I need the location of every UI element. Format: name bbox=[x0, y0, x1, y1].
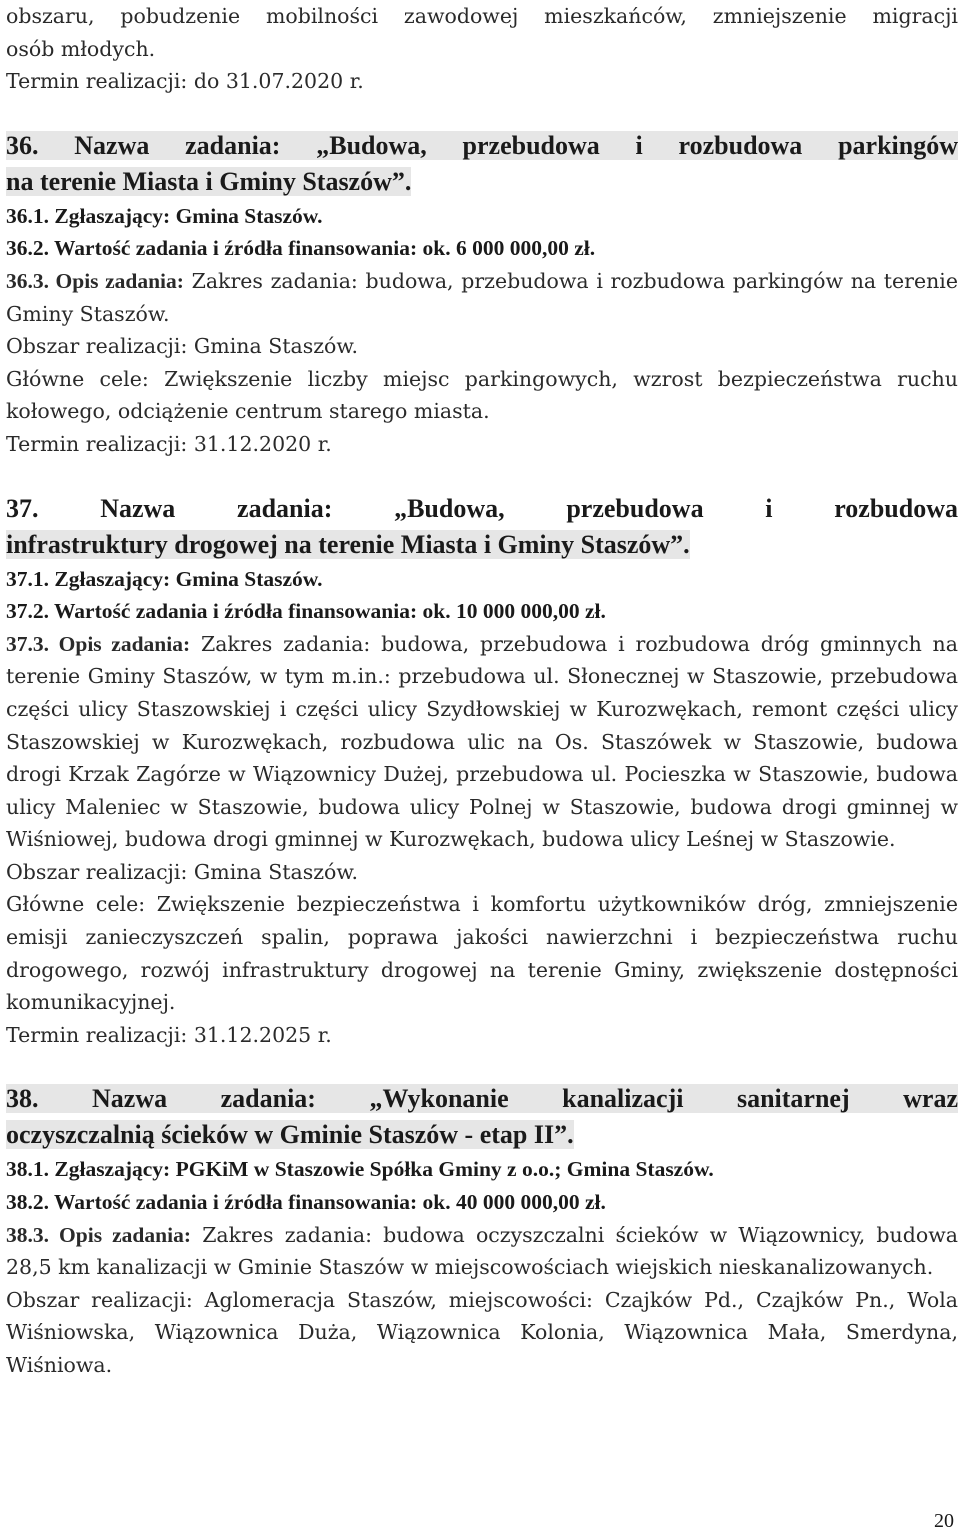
task-37-title-line-1: 37. Nazwa zadania: „Budowa, przebudowa i rozbudowa bbox=[6, 493, 958, 523]
task-37-desc-text: Zakres zadania: budowa, przebudowa i rozbudowa dróg gminnych na terenie Gminy Staszów, w tym m.in.: przebudowa ul. Słonecznej w Staszowie, przebudowa części ulicy Staszowskiej i części ulicy Szydłowskiej w Kurozwękach, remont części ulicy Staszowskiej w Kurozwękach, rozbudowa ulic na Os. Staszówek w Staszowie, budowa drogi Krzak Zagórze w Wiązownicy Dużej, przebudowa ul. Pocieszka w Staszowie, budowa ulicy Maleniec w Staszowie, budowa ulicy Polnej w Staszowie, budowa drogi gminnej w Wiśniowej, budowa drogi gminnej w Kurozwękach, budowa ulicy Leśnej w Staszowie. bbox=[6, 631, 958, 852]
task-36-area: Obszar realizacji: Gmina Staszów. bbox=[6, 334, 359, 359]
task-37 bbox=[6, 491, 958, 1052]
task-36-title-line-1: 36. Nazwa zadania: „Budowa, przebudowa i rozbudowa parkingów bbox=[6, 130, 958, 160]
task-37-desc-label: 37.3. Opis zadania: bbox=[6, 631, 191, 656]
spacer bbox=[6, 461, 958, 491]
spacer bbox=[6, 1051, 958, 1081]
task-38-desc-label: 38.3. Opis zadania: bbox=[6, 1222, 191, 1247]
document-page bbox=[6, 0, 958, 1382]
task-36 bbox=[6, 128, 958, 461]
task-37-description bbox=[6, 628, 958, 856]
task-38-title-line-2: oczyszczalnią ścieków w Gminie Staszów - etap II”. bbox=[6, 1120, 574, 1150]
task-36-title bbox=[6, 128, 958, 200]
task-38 bbox=[6, 1081, 958, 1381]
intro-section bbox=[6, 0, 958, 98]
task-36-goals: Główne cele: Zwiększenie liczby miejsc parkingowych, wzrost bezpieczeństwa ruchu kołowego, odciążenie centrum starego miasta. bbox=[6, 366, 958, 424]
task-37-title bbox=[6, 491, 958, 563]
spacer bbox=[6, 98, 958, 128]
task-36-value: 36.2. Wartość zadania i źródła finansowania: ok. 6 000 000,00 zł. bbox=[6, 236, 596, 261]
page-number: 20 bbox=[934, 1510, 954, 1532]
task-37-value: 37.2. Wartość zadania i źródła finansowania: ok. 10 000 000,00 zł. bbox=[6, 599, 606, 624]
task-37-area: Obszar realizacji: Gmina Staszów. bbox=[6, 859, 359, 884]
task-36-desc-label: 36.3. Opis zadania: bbox=[6, 268, 184, 293]
task-36-title-line-2: na terenie Miasta i Gminy Staszów”. bbox=[6, 166, 412, 196]
intro-line-1: obszaru, pobudzenie mobilności zawodowej mieszkańców, zmniejszenie migracji bbox=[6, 4, 958, 28]
task-38-applicant: 38.1. Zgłaszający: PGKiM w Staszowie Spółka Gminy z o.o.; Gmina Staszów. bbox=[6, 1157, 714, 1182]
task-37-applicant: 37.1. Zgłaszający: Gmina Staszów. bbox=[6, 566, 323, 591]
task-38-value: 38.2. Wartość zadania i źródła finansowania: ok. 40 000 000,00 zł. bbox=[6, 1190, 606, 1215]
task-36-term: Termin realizacji: 31.12.2020 r. bbox=[6, 431, 332, 456]
task-38-description bbox=[6, 1219, 958, 1284]
task-36-desc-text: Zakres zadania: budowa, przebudowa i rozbudowa parkingów na terenie Gminy Staszów. bbox=[6, 268, 958, 326]
task-38-title-line-1: 38. Nazwa zadania: „Wykonanie kanalizacji sanitarnej wraz bbox=[6, 1084, 958, 1114]
intro-term: Termin realizacji: do 31.07.2020 r. bbox=[6, 69, 364, 94]
task-38-desc-text: Zakres zadania: budowa oczyszczalni ścieków w Wiązownicy, budowa 28,5 km kanalizacji w Gminie Staszów w miejscowościach wiejskich nieskanalizowanych. bbox=[6, 1222, 958, 1280]
task-37-title-line-2: infrastruktury drogowej na terenie Miasta i Gminy Staszów”. bbox=[6, 529, 690, 559]
task-37-term: Termin realizacji: 31.12.2025 r. bbox=[6, 1022, 332, 1047]
intro-line-2: osób młodych. bbox=[6, 36, 156, 61]
task-38-title bbox=[6, 1081, 958, 1153]
task-36-description bbox=[6, 265, 958, 330]
task-36-applicant: 36.1. Zgłaszający: Gmina Staszów. bbox=[6, 203, 323, 228]
task-38-area: Obszar realizacji: Aglomeracja Staszów, miejscowości: Czajków Pd., Czajków Pn., Wola Wiśniowska, Wiązownica Duża, Wiązownica Kolonia, Wiązownica Mała, Smerdyna, Wiśniowa. bbox=[6, 1287, 958, 1377]
task-37-goals: Główne cele: Zwiększenie bezpieczeństwa i komfortu użytkowników dróg, zmniejszenie emisji zanieczyszczeń spalin, poprawa jakości nawierzchni i bezpieczeństwa ruchu drogowego, rozwój infrastruktury drogowej na terenie Gminy, zwiększenie dostępności komunikacyjnej. bbox=[6, 892, 958, 1015]
